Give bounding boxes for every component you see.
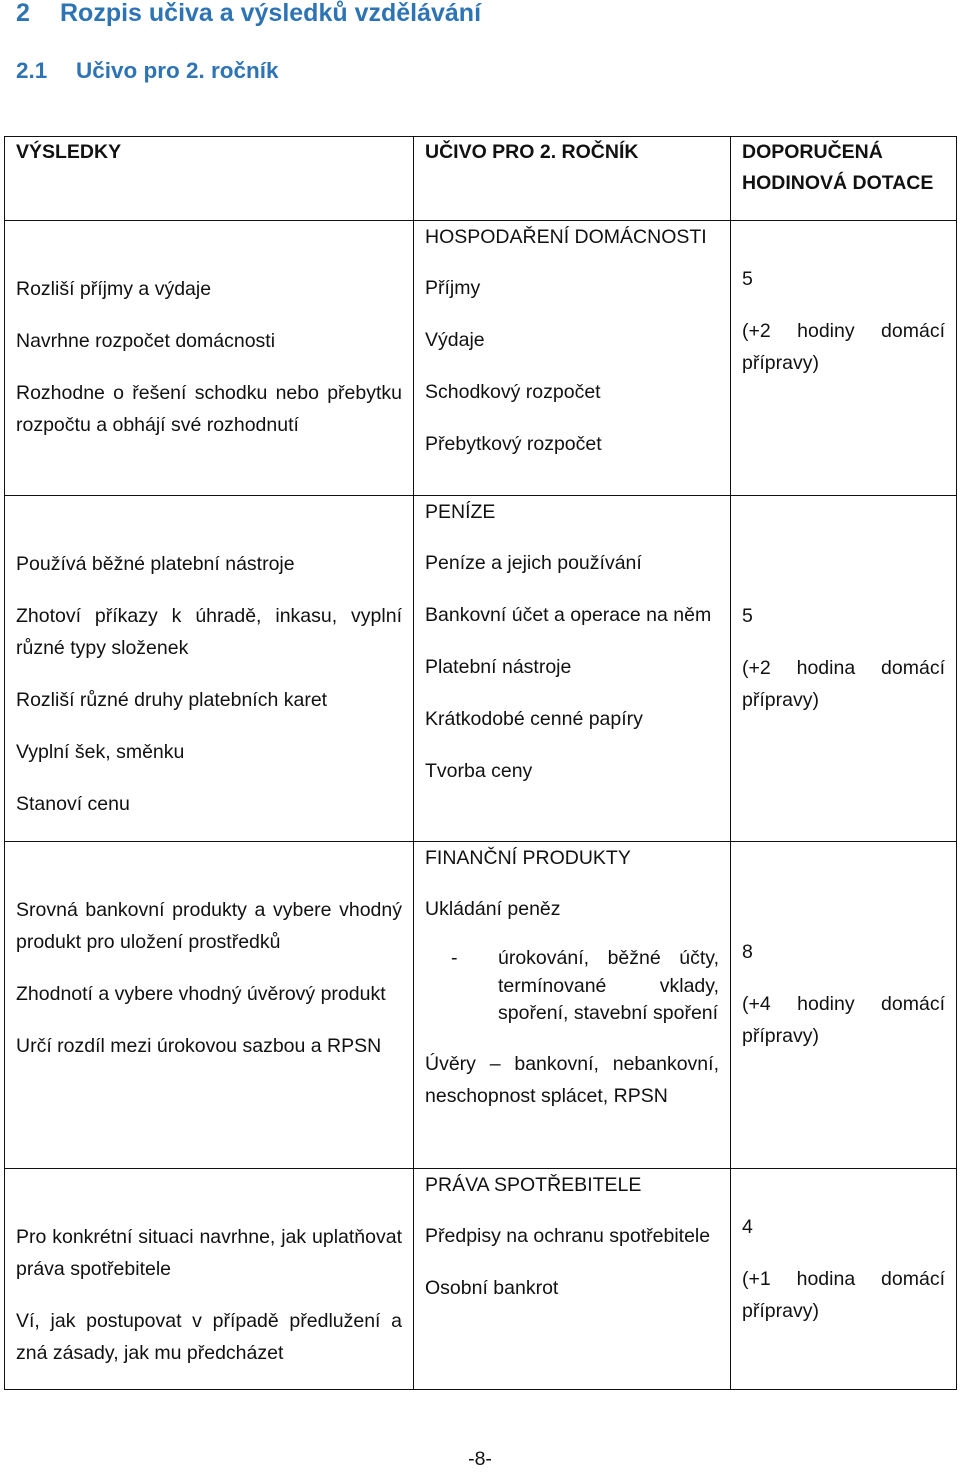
topic-title: PRÁVA SPOTŘEBITELE [425, 1174, 642, 1196]
content-item: Ukládání peněz [425, 898, 561, 920]
results-cell [5, 496, 414, 842]
hours-cell [731, 842, 957, 1169]
results-cell [5, 221, 414, 496]
hours-note: (+4 hodiny domácí přípravy) [742, 993, 945, 1047]
content-item: Osobní bankrot [425, 1277, 559, 1299]
result-item: Srovná bankovní produkty a vybere vhodný produkt pro uložení prostředků [16, 899, 402, 953]
header-hours: DOPORUČENÁ HODINOVÁ DOTACE [731, 137, 957, 221]
content-cell [414, 221, 731, 496]
result-item: Ví, jak postupovat v případě předlužení a zná zásady, jak mu předcházet [16, 1310, 402, 1364]
result-item: Vyplní šek, směnku [16, 741, 185, 763]
content-cell [414, 842, 731, 1169]
content-item: Peníze a jejich používání [425, 552, 642, 574]
hours-note: (+2 hodiny domácí přípravy) [742, 320, 945, 374]
content-item: Bankovní účet a operace na něm [425, 604, 712, 626]
result-item: Používá běžné platební nástroje [16, 553, 295, 575]
page-number: -8- [468, 1448, 492, 1470]
hours-note: (+2 hodina domácí přípravy) [742, 657, 945, 711]
subsection-number: 2.1 [16, 58, 48, 83]
content-item: Předpisy na ochranu spotřebitele [425, 1225, 711, 1247]
results-cell [5, 1169, 414, 1390]
table-row [5, 1169, 957, 1390]
results-cell [5, 842, 414, 1169]
table-row [5, 842, 957, 1169]
result-item: Určí rozdíl mezi úrokovou sazbou a RPSN [16, 1035, 382, 1057]
section-number: 2 [16, 0, 30, 27]
section-heading [16, 0, 481, 28]
result-item: Zhodnotí a vybere vhodný úvěrový produkt [16, 983, 386, 1005]
subsection-title: Učivo pro 2. ročník [76, 58, 279, 83]
content-item: Krátkodobé cenné papíry [425, 708, 643, 730]
hours-value: 8 [742, 941, 753, 963]
result-item: Zhotoví příkazy k úhradě, inkasu, vyplní různé typy složenek [16, 605, 402, 659]
list-dash: - [451, 947, 458, 969]
content-cell [414, 1169, 731, 1390]
content-item: Tvorba ceny [425, 760, 533, 782]
result-item: Rozliší různé druhy platebních karet [16, 689, 328, 711]
content-cell [414, 496, 731, 842]
subsection-heading [16, 58, 279, 84]
hours-cell [731, 496, 957, 842]
content-item: Schodkový rozpočet [425, 381, 601, 403]
result-item: Rozliší příjmy a výdaje [16, 278, 212, 300]
table-row [5, 496, 957, 842]
topic-title: PENÍZE [425, 501, 496, 523]
content-item: Přebytkový rozpočet [425, 433, 602, 455]
content-item: úrokování, běžné účty, termínované vklady, spoření, stavební spoření [498, 947, 719, 1024]
header-content: UČIVO PRO 2. ROČNÍK [414, 137, 731, 221]
table-header-row [5, 137, 957, 221]
table-row [5, 221, 957, 496]
result-item: Rozhodne o řešení schodku nebo přebytku rozpočtu a obhájí své rozhodnutí [16, 382, 402, 436]
result-item: Pro konkrétní situaci navrhne, jak uplatňovat práva spotřebitele [16, 1226, 402, 1280]
section-title: Rozpis učiva a výsledků vzdělávání [60, 0, 482, 27]
hours-value: 5 [742, 268, 753, 290]
result-item: Navrhne rozpočet domácnosti [16, 330, 276, 352]
hours-cell [731, 221, 957, 496]
content-subitem [425, 945, 719, 1028]
topic-title: HOSPODAŘENÍ DOMÁCNOSTI [425, 226, 707, 248]
result-item: Stanoví cenu [16, 793, 130, 815]
content-item: Platební nástroje [425, 656, 572, 678]
content-item: Úvěry – bankovní, nebankovní, neschopnost splácet, RPSN [425, 1052, 719, 1107]
hours-note: (+1 hodina domácí přípravy) [742, 1268, 945, 1322]
topic-title: FINANČNÍ PRODUKTY [425, 847, 631, 869]
hours-cell [731, 1169, 957, 1390]
header-results: VÝSLEDKY [5, 137, 414, 221]
curriculum-table [4, 136, 957, 1390]
hours-value: 5 [742, 605, 753, 627]
content-item: Příjmy [425, 277, 481, 299]
hours-value: 4 [742, 1216, 753, 1238]
content-item: Výdaje [425, 329, 485, 351]
